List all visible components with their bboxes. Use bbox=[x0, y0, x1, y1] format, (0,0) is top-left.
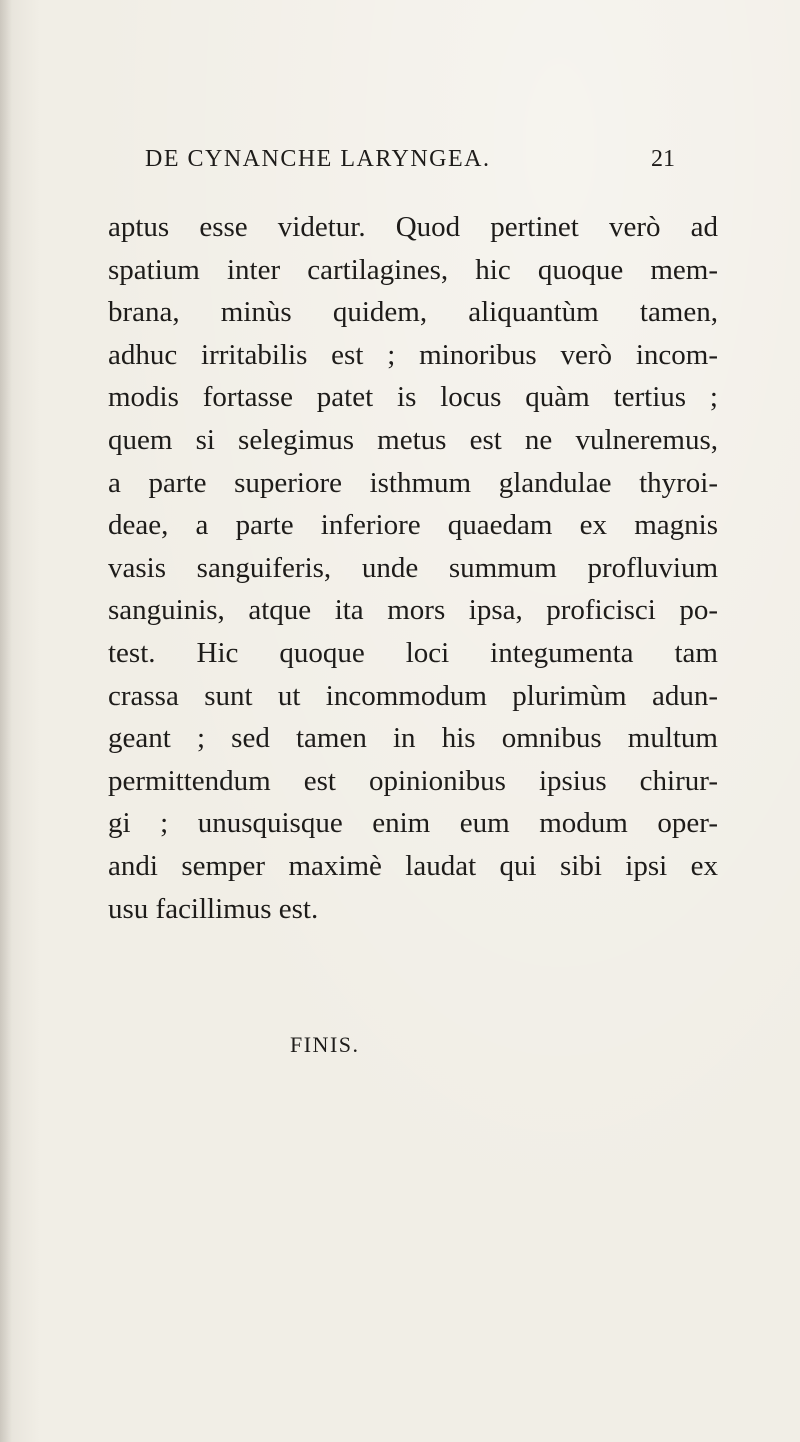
text-line: test. Hic quoque loci integumenta tam bbox=[108, 636, 718, 669]
text-line: usu facillimus est. bbox=[108, 892, 319, 925]
finis-mark: FINIS. bbox=[290, 1032, 360, 1057]
text-line: adhuc irritabilis est ; minoribus verò incom- bbox=[108, 338, 718, 371]
text-line: quem si selegimus metus est ne vulneremus, bbox=[108, 423, 718, 456]
text-line: andi semper maximè laudat qui sibi ipsi ex bbox=[108, 849, 718, 882]
text-line: a parte superiore isthmum glandulae thyroi- bbox=[108, 466, 718, 499]
text-line: deae, a parte inferiore quaedam ex magnis bbox=[108, 509, 718, 542]
text-line: sanguinis, atque ita mors ipsa, proficisci po- bbox=[108, 594, 718, 627]
text-line: gi ; unusquisque enim eum modum oper- bbox=[108, 807, 718, 840]
text-line: brana, minùs quidem, aliquantùm tamen, bbox=[108, 296, 718, 329]
body-text bbox=[108, 206, 718, 930]
binding-edge bbox=[0, 0, 12, 1442]
text-line: permittendum est opinionibus ipsius chirur- bbox=[108, 764, 718, 797]
text-line: aptus esse videtur. Quod pertinet verò ad bbox=[108, 211, 718, 243]
running-head bbox=[145, 146, 675, 176]
text-line: vasis sanguiferis, unde summum profluvium bbox=[108, 551, 718, 584]
running-title: DE CYNANCHE LARYNGEA. bbox=[145, 146, 491, 172]
text-line: modis fortasse patet is locus quàm tertius ; bbox=[108, 381, 718, 414]
text-line: crassa sunt ut incommodum plurimùm adun- bbox=[108, 679, 718, 712]
text-line: spatium inter cartilagines, hic quoque mem- bbox=[108, 253, 718, 286]
text-line: geant ; sed tamen in his omnibus multum bbox=[108, 722, 718, 755]
page-number: 21 bbox=[651, 146, 675, 172]
